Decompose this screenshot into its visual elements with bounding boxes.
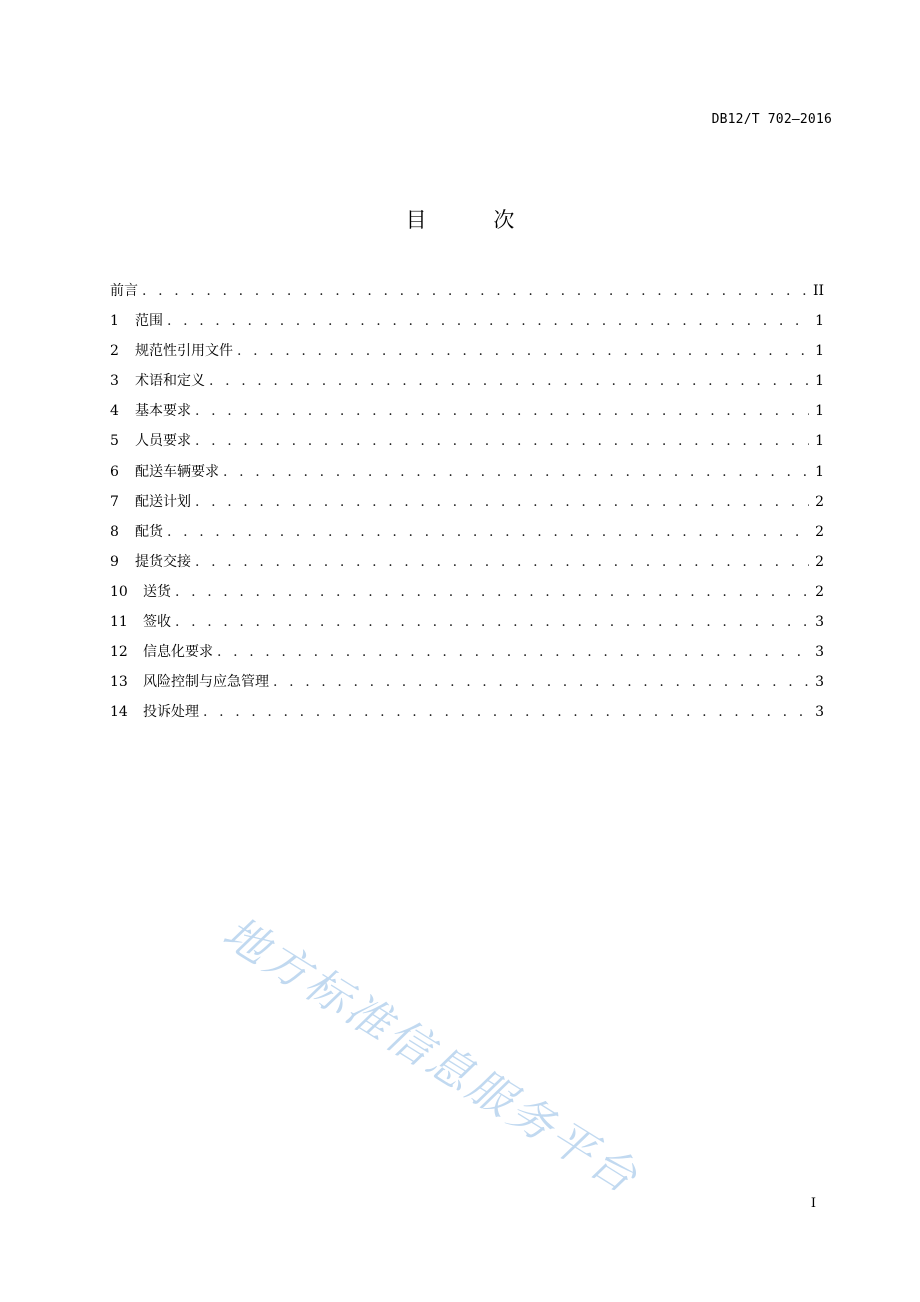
toc-entry-page: 1 [815, 403, 824, 420]
toc-entry-number: 11 [110, 614, 128, 631]
toc-dot-leader [273, 667, 809, 697]
toc-entry-scope[interactable] [110, 306, 824, 336]
toc-entry-page: II [812, 283, 824, 299]
toc-entry-vehicle-requirements[interactable] [110, 457, 824, 487]
toc-entry-delivery-plan[interactable] [110, 487, 824, 517]
toc-entry-foreword[interactable] [110, 276, 824, 306]
toc-entry-terms-definitions[interactable] [110, 366, 824, 396]
toc-entry-page: 3 [815, 674, 824, 691]
toc-entry-personnel-requirements[interactable] [110, 426, 824, 456]
toc-entry-page: 2 [815, 493, 824, 510]
table-of-contents [110, 276, 824, 727]
toc-entry-label: 范围 [135, 313, 163, 330]
toc-dot-leader [175, 607, 809, 637]
toc-entry-label: 人员要求 [135, 433, 191, 450]
toc-dot-leader [167, 517, 809, 547]
toc-entry-label: 风险控制与应急管理 [143, 674, 269, 691]
toc-dot-leader [167, 306, 809, 336]
toc-entry-label: 基本要求 [135, 403, 191, 420]
toc-entry-label: 送货 [143, 583, 171, 600]
toc-entry-number: 6 [110, 463, 119, 480]
toc-dot-leader [195, 396, 809, 426]
toc-entry-page: 3 [815, 614, 824, 631]
toc-entry-number: 8 [110, 523, 119, 540]
toc-entry-label: 提货交接 [135, 553, 191, 570]
toc-entry-number: 3 [110, 373, 119, 390]
document-code: DB12/T 702—2016 [711, 112, 832, 127]
toc-entry-page: 3 [815, 644, 824, 661]
toc-entry-page: 3 [815, 704, 824, 721]
toc-entry-basic-requirements[interactable] [110, 396, 824, 426]
toc-entry-sign-receipt[interactable] [110, 607, 824, 637]
toc-entry-number: 14 [110, 704, 128, 721]
toc-entry-label: 前言 [110, 283, 138, 299]
toc-entry-number: 2 [110, 343, 119, 360]
toc-entry-label: 规范性引用文件 [135, 343, 233, 360]
toc-dot-leader [175, 577, 809, 607]
toc-entry-label: 术语和定义 [135, 373, 205, 390]
toc-entry-label: 配送车辆要求 [135, 463, 219, 480]
page-number: I [810, 1196, 816, 1211]
toc-entry-page: 1 [815, 463, 824, 480]
toc-dot-leader [223, 457, 809, 487]
toc-dot-leader [203, 697, 809, 727]
toc-entry-label: 签收 [143, 614, 171, 631]
toc-entry-number: 10 [110, 583, 128, 600]
toc-entry-number: 9 [110, 553, 119, 570]
toc-entry-page: 1 [815, 373, 824, 390]
toc-entry-page: 1 [815, 433, 824, 450]
toc-entry-label: 信息化要求 [143, 644, 213, 661]
toc-entry-number: 12 [110, 644, 128, 661]
toc-entry-risk-emergency[interactable] [110, 667, 824, 697]
toc-entry-number: 1 [110, 313, 119, 330]
toc-dot-leader [195, 487, 809, 517]
toc-entry-label: 配货 [135, 523, 163, 540]
toc-entry-number: 13 [110, 674, 128, 691]
toc-entry-page: 1 [815, 313, 824, 330]
toc-entry-number: 7 [110, 493, 119, 510]
toc-entry-page: 1 [815, 343, 824, 360]
toc-entry-informatization[interactable] [110, 637, 824, 667]
toc-dot-leader [217, 637, 809, 667]
toc-entry-label: 投诉处理 [143, 704, 199, 721]
toc-entry-page: 2 [815, 523, 824, 540]
toc-dot-leader [142, 276, 807, 306]
toc-entry-picking[interactable] [110, 517, 824, 547]
toc-entry-page: 2 [815, 583, 824, 600]
watermark: 地方标准信息服务平台 [214, 907, 649, 1205]
toc-dot-leader [237, 336, 809, 366]
toc-dot-leader [209, 366, 809, 396]
toc-entry-complaints[interactable] [110, 697, 824, 727]
toc-entry-number: 4 [110, 403, 119, 420]
toc-entry-label: 配送计划 [135, 493, 191, 510]
toc-entry-delivery[interactable] [110, 577, 824, 607]
toc-entry-number: 5 [110, 433, 119, 450]
toc-dot-leader [195, 426, 809, 456]
toc-title: 目 次 [405, 208, 545, 232]
toc-entry-normative-references[interactable] [110, 336, 824, 366]
toc-entry-page: 2 [815, 553, 824, 570]
toc-entry-pickup-handover[interactable] [110, 547, 824, 577]
toc-dot-leader [195, 547, 809, 577]
